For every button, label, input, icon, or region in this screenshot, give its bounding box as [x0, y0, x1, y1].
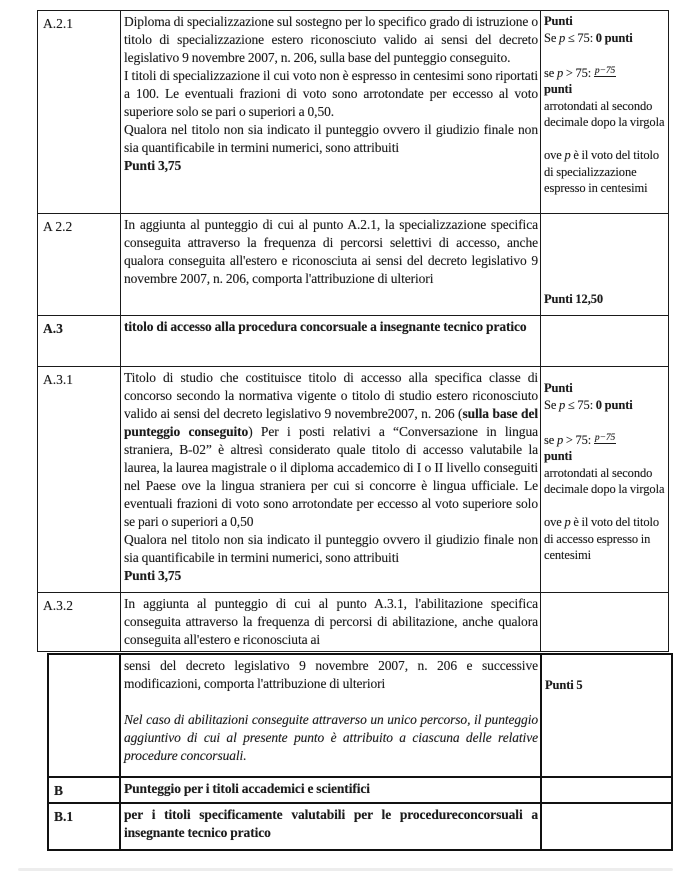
table-row [38, 367, 669, 593]
paragraph: In aggiunta al punteggio di cui al punto A.2.1, la specializzazione specifica conseguita attraverso la frequenza di percorsi selettivi di accesso, anche qualora conseguita all'estero e riconosciuta ai sensi del decreto legislativo 9 novembre 2007, n. 206, comporta l'attribuzione di ulteriori [124, 217, 538, 286]
table-row [38, 593, 669, 652]
row-code-cell [48, 803, 120, 850]
scan-artifact-smudge [18, 868, 673, 871]
row-points-cell [541, 316, 669, 367]
paragraph: se p > 75: $^{p-75}$ [544, 65, 616, 80]
paragraph: Punti [544, 14, 573, 28]
paragraph: Diploma di specializzazione sul sostegno per lo specifico grado di istruzione o titolo di specializzazione estero riconosciuto valido ai sensi del decreto legislativo 9 novembre 2007, n. 206, sulla base del punteggio conseguito. [124, 14, 538, 65]
paragraph: ove p è il voto del titolo di specializzazione espresso in centesimi [544, 148, 660, 195]
row-code: B.1 [54, 809, 74, 824]
paragraph: Qualora nel titolo non sia indicato il punteggio ovvero il giudizio finale non sia quantificabile in termini numerici, sono attribuiti [124, 122, 538, 155]
paragraph [544, 131, 666, 148]
paragraph: ove p è il voto del titolo di accesso espresso in centesimi [544, 515, 660, 562]
table-body-section-2 [48, 654, 672, 850]
row-code: A.2.1 [43, 16, 73, 31]
paragraph: Punti 12,50 [544, 291, 604, 306]
row-body-cell [121, 367, 541, 593]
row-points-cell [541, 367, 669, 593]
paragraph [544, 46, 666, 63]
table-row [48, 803, 672, 850]
row-code-cell [38, 316, 121, 367]
row-body-cell [121, 593, 541, 652]
paragraph: Se p ≤ 75: 0 punti [544, 397, 633, 412]
row-code-cell [38, 214, 121, 316]
paragraph: Titolo di studio che costituisce titolo di accesso alla specifica classe di concorso secondo la normativa vigente o titolo di studio estero riconosciuto valido ai sensi del decreto legislativo 9 novembre2007, n. 206 (sulla base del punteggio conseguito) Per i posti relativi a “Conversazione in lingua straniera, B-02” è altresì considerato quale titolo di accesso valutabile la laurea, la laurea magistrale o il diploma accademico di I o II livello conseguiti nel Paese ove la lingua straniera per cui si concorre è lingua ufficiale. Le eventuali frazioni di voto sono arrotondate per eccesso al voto superiore solo se pari o superiori a 0,50 [124, 370, 538, 529]
row-code: A.3.2 [43, 598, 73, 613]
paragraph: sensi del decreto legislativo 9 novembre 2007, n. 206 e successive modificazioni, comporta l'attribuzione di ulteriori [124, 658, 538, 691]
paragraph: Se p ≤ 75: 0 punti [544, 30, 633, 45]
row-code-cell [38, 367, 121, 593]
paragraph: titolo di accesso alla procedura concorsuale a insegnante tecnico pratico [124, 319, 527, 334]
paragraph: se p > 75: $^{p-75}$ [544, 432, 616, 447]
row-code-cell [38, 11, 121, 214]
row-code: A.3 [43, 321, 63, 336]
paragraph [544, 498, 666, 515]
paragraph [544, 413, 666, 430]
row-code: B [54, 783, 64, 798]
table-row [48, 777, 672, 803]
row-points-cell [541, 214, 669, 316]
table-row [38, 316, 669, 367]
row-points-cell [541, 654, 672, 777]
paragraph: Nel caso di abilitazioni conseguite attraverso un unico percorso, il punteggio aggiuntivo di cui al presente punto è attribuito a ciascuna delle relative procedure concorsuali. [124, 712, 538, 763]
row-code: A 2.2 [43, 219, 73, 234]
row-code-cell [48, 777, 120, 803]
row-body-cell [121, 214, 541, 316]
paragraph: In aggiunta al punteggio di cui al punto A.3.1, l'abilitazione specifica conseguita attraverso la frequenza di percorsi di abilitazione, anche qualora conseguita all'estero e riconosciuta ai [124, 596, 538, 647]
paragraph: per i titoli specificamente valutabili per le procedureconcorsuali a insegnante tecnico pratico [124, 807, 538, 840]
table-row [38, 214, 669, 316]
qualification-points-table-part-1 [37, 10, 669, 652]
row-code-cell [38, 593, 121, 652]
paragraph: Punti 5 [545, 678, 583, 692]
row-points-cell [541, 11, 669, 214]
row-body-cell [121, 316, 541, 367]
qualification-points-table-part-2 [47, 653, 673, 851]
row-body-cell [120, 803, 541, 850]
row-points-cell [541, 777, 672, 803]
paragraph: Punteggio per i titoli accademici e scientifici [124, 781, 370, 796]
table-row [38, 11, 669, 214]
table-row [48, 654, 672, 777]
paragraph: arrotondati al secondo decimale dopo la virgola [544, 98, 665, 129]
row-code-cell [48, 654, 120, 777]
paragraph: Punti 3,75 [124, 158, 182, 173]
paragraph: I titoli di specializzazione il cui voto non è espresso in centesimi sono riportati a 100. Le eventuali frazioni di voto sono arrotondate per eccesso al voto superiore solo se pari o superiori a 0,50. [124, 68, 538, 119]
table-body-section-1 [38, 11, 669, 652]
row-code: A.3.1 [43, 372, 73, 387]
paragraph: punti [544, 82, 572, 96]
row-body-cell [120, 654, 541, 777]
row-points-cell [541, 803, 672, 850]
row-body-cell [120, 777, 541, 803]
paragraph [124, 693, 538, 711]
paragraph: arrotondati al secondo decimale dopo la virgola [544, 465, 665, 496]
paragraph: punti [544, 449, 572, 463]
row-points-cell [541, 593, 669, 652]
row-body-cell [121, 11, 541, 214]
paragraph: Punti 3,75 [124, 568, 182, 583]
paragraph: Punti [544, 381, 573, 395]
paragraph: Qualora nel titolo non sia indicato il punteggio ovvero il giudizio finale non sia quantificabile in termini numerici, sono attribuiti [124, 532, 538, 565]
